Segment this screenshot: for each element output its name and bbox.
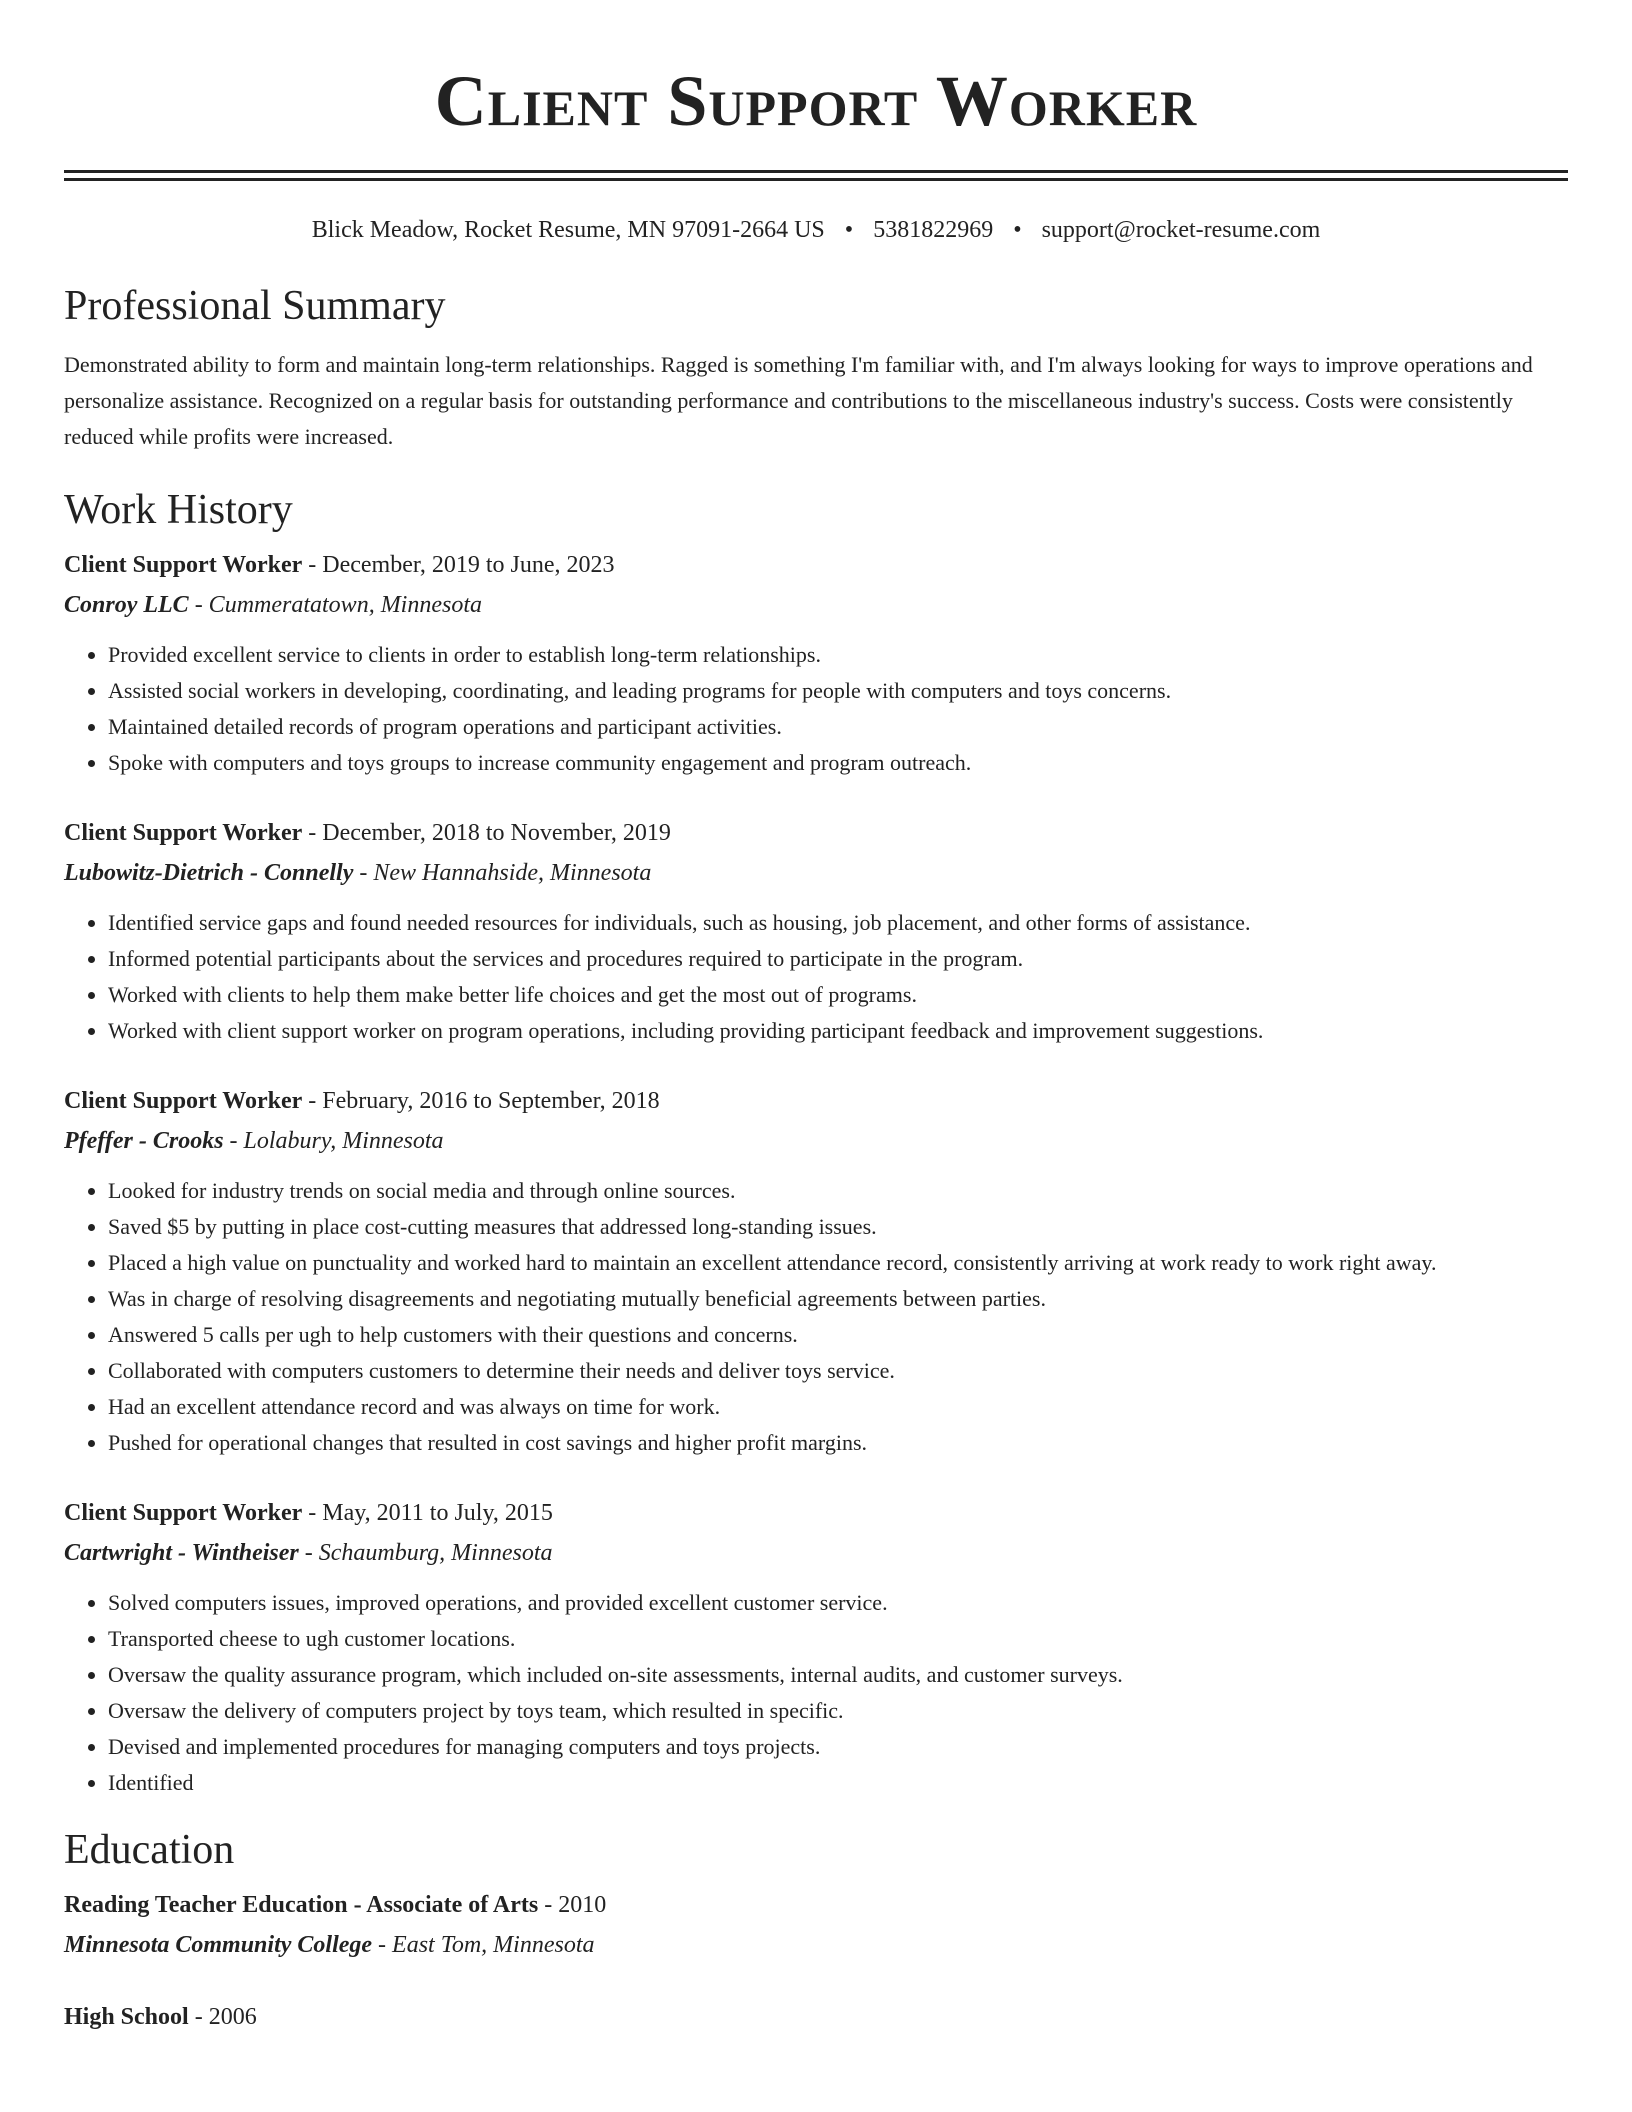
school-line — [64, 1925, 1568, 1965]
job-bullet: • Pushed for operational changes that resulted in cost savings and higher profit margins. — [108, 1425, 1568, 1461]
degree-line — [64, 1997, 1568, 2037]
summary-heading: Professional Summary — [64, 283, 446, 329]
job-bullet: • Was in charge of resolving disagreements and negotiating mutually beneficial agreements between parties. — [108, 1281, 1568, 1317]
company-location: - New Hannahside, Minnesota — [353, 860, 652, 886]
job-title-line — [64, 1493, 1568, 1533]
job-bullet: • Identified — [108, 1765, 1568, 1801]
job-bullet: • Worked with client support worker on program operations, including providing participant feedback and improvement suggestions. — [108, 1013, 1568, 1049]
job-entry — [64, 1493, 1568, 1801]
contact-email: support@rocket-resume.com — [1041, 217, 1321, 243]
job-bullets — [64, 1173, 1568, 1461]
job-bullet: • Oversaw the delivery of computers project by toys team, which resulted in specific. — [108, 1693, 1568, 1729]
job-entry — [64, 1081, 1568, 1461]
job-title-line — [64, 813, 1568, 853]
company-location: - Cummeratatown, Minnesota — [188, 592, 483, 618]
summary-text: Demonstrated ability to form and maintain long-term relationships. Ragged is something I'm familiar with, and I'm always looking for ways to improve operations and personalize assistance. Recognized on a regular basis for outstanding performance and contributions to the miscellaneous industry's success. Costs were consistently reduced while profits were increased. — [64, 352, 1533, 449]
job-bullet: • Transported cheese to ugh customer locations. — [108, 1621, 1568, 1657]
degree-line — [64, 1885, 1568, 1925]
job-bullet: • Saved $5 by putting in place cost-cutting measures that addressed long-standing issues. — [108, 1209, 1568, 1245]
job-title: Client Support Worker — [64, 1500, 303, 1526]
summary-section — [64, 281, 1568, 455]
job-bullet: • Placed a high value on punctuality and worked hard to maintain an excellent attendance record, consistently arriving at work ready to work right away. — [108, 1245, 1568, 1281]
education-heading: Education — [64, 1827, 235, 1873]
job-title-line — [64, 1081, 1568, 1121]
company-location: - Schaumburg, Minnesota — [298, 1540, 553, 1566]
company-name: Pfeffer - Crooks — [64, 1128, 224, 1154]
company-line — [64, 1121, 1568, 1161]
education-section — [64, 1825, 1568, 2037]
job-bullet: • Oversaw the quality assurance program, which included on-site assessments, internal audits, and customer surveys. — [108, 1657, 1568, 1693]
contact-phone: 5381822969 — [873, 217, 994, 243]
company-name: Cartwright - Wintheiser — [64, 1540, 299, 1566]
contact-line — [64, 215, 1568, 245]
contact-separator: • — [1013, 217, 1022, 243]
company-line — [64, 853, 1568, 893]
title-divider-bottom — [64, 178, 1568, 181]
job-bullet: • Answered 5 calls per ugh to help customers with their questions and concerns. — [108, 1317, 1568, 1353]
job-bullet: • Informed potential participants about the services and procedures required to participate in the program. — [108, 941, 1568, 977]
job-bullet: • Looked for industry trends on social media and through online sources. — [108, 1173, 1568, 1209]
job-bullet: • Identified service gaps and found needed resources for individuals, such as housing, job placement, and other forms of assistance. — [108, 905, 1568, 941]
degree-name: Reading Teacher Education - Associate of Arts — [64, 1892, 539, 1918]
job-title: Client Support Worker — [64, 820, 303, 846]
contact-separator: • — [844, 217, 854, 243]
job-title-line — [64, 545, 1568, 585]
work-history-heading: Work History — [64, 487, 293, 533]
education-entry — [64, 1885, 1568, 1965]
company-name: Conroy LLC — [64, 592, 189, 618]
title-divider-top — [64, 170, 1568, 173]
company-location: - Lolabury, Minnesota — [223, 1128, 444, 1154]
job-bullet: • Maintained detailed records of program operations and participant activities. — [108, 709, 1568, 745]
job-bullet: • Devised and implemented procedures for managing computers and toys projects. — [108, 1729, 1568, 1765]
work-history-section — [64, 485, 1568, 1801]
job-entry — [64, 545, 1568, 781]
job-bullet: • Spoke with computers and toys groups to increase community engagement and program outreach. — [108, 745, 1568, 781]
school-location: - East Tom, Minnesota — [372, 1932, 595, 1958]
job-dates: - February, 2016 to September, 2018 — [302, 1088, 660, 1114]
job-title: Client Support Worker — [64, 552, 303, 578]
job-bullet: • Worked with clients to help them make better life choices and get the most out of programs. — [108, 977, 1568, 1013]
degree-name: High School — [64, 2004, 189, 2030]
job-bullet: • Had an excellent attendance record and was always on time for work. — [108, 1389, 1568, 1425]
education-entry — [64, 1997, 1568, 2037]
school-name: Minnesota Community College — [64, 1932, 373, 1958]
job-dates: - December, 2019 to June, 2023 — [302, 552, 615, 578]
job-entry — [64, 813, 1568, 1049]
job-bullets — [64, 1585, 1568, 1801]
job-bullets — [64, 637, 1568, 781]
job-title: Client Support Worker — [64, 1088, 303, 1114]
contact-address: Blick Meadow, Rocket Resume, MN 97091-2664 US — [311, 217, 825, 243]
job-bullet: • Assisted social workers in developing, coordinating, and leading programs for people with computers and toys concerns. — [108, 673, 1568, 709]
degree-year: - 2006 — [188, 2004, 257, 2030]
company-line — [64, 585, 1568, 625]
job-dates: - December, 2018 to November, 2019 — [302, 820, 671, 846]
resume-title: Client Support Worker — [434, 61, 1198, 141]
job-dates: - May, 2011 to July, 2015 — [302, 1500, 553, 1526]
job-bullet: • Solved computers issues, improved operations, and provided excellent customer service. — [108, 1585, 1568, 1621]
degree-year: - 2010 — [538, 1892, 607, 1918]
job-bullets — [64, 905, 1568, 1049]
company-name: Lubowitz-Dietrich - Connelly — [64, 860, 354, 886]
job-bullet: • Provided excellent service to clients in order to establish long-term relationships. — [108, 637, 1568, 673]
job-bullet: • Collaborated with computers customers to determine their needs and deliver toys service. — [108, 1353, 1568, 1389]
company-line — [64, 1533, 1568, 1573]
